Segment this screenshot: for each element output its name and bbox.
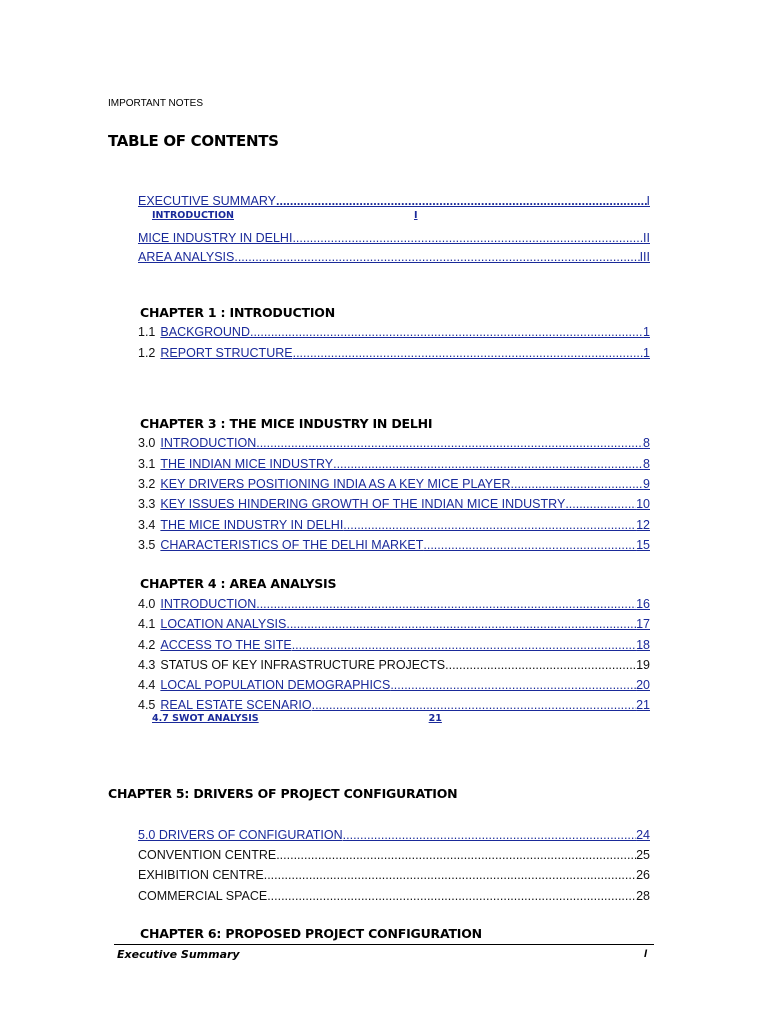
toc-entry-label: CONVENTION CENTRE [138,848,277,862]
toc-entry-commercial-space [138,886,650,904]
toc-entry-page: 24 [636,828,650,842]
toc-entry-page: 17 [636,617,650,631]
toc-entry-label: 5.0 DRIVERS OF CONFIGURATION [138,828,343,842]
chapter-5-heading: CHAPTER 5: DRIVERS OF PROJECT CONFIGURATION [108,786,458,801]
toc-entry-page: 8 [643,436,650,450]
toc-entry-page: 25 [636,848,650,862]
page-title: TABLE OF CONTENTS [108,132,279,150]
toc-entry-number: 4.3 [138,658,156,672]
toc-leader-dots [286,616,636,632]
toc-entry-mice-industry[interactable] [138,228,650,246]
toc-entry-label: BACKGROUND [160,325,250,339]
toc-entry-label: AREA ANALYSIS [138,250,235,264]
toc-leader-dots [256,596,636,612]
chapter-6-heading: CHAPTER 6: PROPOSED PROJECT CONFIGURATION [140,926,482,941]
toc-entry-3-1[interactable] [138,454,650,472]
toc-entry-4-7-swot[interactable] [152,713,442,724]
toc-entry-page: 21 [428,713,442,724]
toc-leader-dots [292,230,643,246]
toc-entry-page: 9 [643,477,650,491]
toc-entry-number: 3.3 [138,497,156,511]
toc-entry-number: 4.0 [138,597,156,611]
chapter-1-heading: CHAPTER 1 : INTRODUCTION [140,305,335,320]
important-notes-label: IMPORTANT NOTES [108,98,204,109]
toc-entry-label: REAL ESTATE SCENARIO [160,698,312,712]
toc-entry-label: INTRODUCTION [152,210,234,221]
toc-leader-dots [423,537,636,553]
footer-rule [114,944,654,945]
toc-entry-page: 16 [636,597,650,611]
toc-entry-label: EXECUTIVE SUMMARY [138,194,276,208]
toc-entry-label: ACCESS TO THE SITE [160,638,292,652]
toc-entry-area-analysis[interactable] [138,247,650,265]
toc-entry-label: KEY ISSUES HINDERING GROWTH OF THE INDIAN MICE INDUSTRY [160,497,566,511]
chapter-4-heading: CHAPTER 4 : AREA ANALYSIS [140,576,337,591]
footer-section-title: Executive Summary [117,948,240,961]
toc-leader-dots [256,435,643,451]
toc-entry-executive-summary[interactable] [138,191,650,209]
toc-entry-number: 1.2 [138,346,156,360]
toc-leader-dots [511,476,644,492]
toc-entry-page: 1 [643,325,650,339]
toc-entry-1-2[interactable] [138,343,650,361]
toc-leader-dots [234,249,639,265]
toc-entry-number: 3.4 [138,518,156,532]
toc-entry-4-5[interactable] [138,695,650,713]
toc-entry-3-4[interactable] [138,515,650,533]
toc-leader-dots [343,827,636,843]
toc-leader-dots [264,867,636,883]
toc-entry-label: STATUS OF KEY INFRASTRUCTURE PROJECTS [160,658,446,672]
toc-leader-dots [333,456,643,472]
toc-entry-number: 3.2 [138,477,156,491]
toc-entry-page: 15 [636,538,650,552]
toc-entry-page: 10 [636,497,650,511]
chapter-3-heading: CHAPTER 3 : THE MICE INDUSTRY IN DELHI [140,416,433,431]
toc-entry-number: 4.4 [138,678,156,692]
toc-entry-page: 26 [636,868,650,882]
toc-entry-label: LOCATION ANALYSIS [160,617,287,631]
toc-entry-page: 19 [636,658,650,672]
toc-entry-3-3[interactable] [138,494,650,512]
toc-entry-number: 3.0 [138,436,156,450]
toc-entry-label: INTRODUCTION [160,436,257,450]
toc-leader-dots [390,677,636,693]
toc-entry-label: THE MICE INDUSTRY IN DELHI [160,518,344,532]
toc-entry-page: I [646,194,650,208]
toc-entry-label: EXHIBITION CENTRE [138,868,264,882]
toc-entry-5-0[interactable] [138,825,650,843]
toc-entry-page: 18 [636,638,650,652]
toc-entry-label: KEY DRIVERS POSITIONING INDIA AS A KEY MICE PLAYER [160,477,511,491]
toc-entry-label: COMMERCIAL SPACE [138,889,268,903]
toc-entry-4-3 [138,655,650,673]
toc-entry-number: 4.1 [138,617,156,631]
toc-entry-page: 20 [636,678,650,692]
toc-entry-label: 4.7 SWOT ANALYSIS [152,713,259,724]
toc-entry-label: INTRODUCTION [160,597,257,611]
toc-entry-4-0[interactable] [138,594,650,612]
toc-entry-3-5[interactable] [138,535,650,553]
toc-entry-4-2[interactable] [138,635,650,653]
toc-entry-number: 3.5 [138,538,156,552]
toc-entry-page: 28 [636,889,650,903]
toc-leader-dots [250,324,643,340]
toc-entry-label: LOCAL POPULATION DEMOGRAPHICS [160,678,391,692]
toc-entry-exhibition-centre [138,865,650,883]
toc-entry-page: 12 [636,518,650,532]
toc-leader-dots [267,888,636,904]
toc-entry-1-1[interactable] [138,322,650,340]
toc-entry-page: I [413,210,418,221]
toc-leader-dots [343,517,636,533]
toc-entry-page: 21 [636,698,650,712]
toc-entry-page: 1 [643,346,650,360]
toc-entry-4-1[interactable] [138,614,650,632]
toc-leader-dots [445,657,636,673]
toc-entry-number: 4.2 [138,638,156,652]
toc-entry-label: THE INDIAN MICE INDUSTRY [160,457,334,471]
toc-entry-3-2[interactable] [138,474,650,492]
toc-entry-page: 8 [643,457,650,471]
toc-entry-number: 3.1 [138,457,156,471]
footer-page-number: I [644,948,648,960]
toc-leader-dots [292,637,636,653]
toc-entry-number: 1.1 [138,325,156,339]
toc-entry-label: MICE INDUSTRY IN DELHI [138,231,293,245]
toc-entry-label: REPORT STRUCTURE [160,346,293,360]
toc-entry-convention-centre [138,845,650,863]
toc-leader-dots [276,193,647,209]
toc-entry-number: 4.5 [138,698,156,712]
toc-entry-label: CHARACTERISTICS OF THE DELHI MARKET [160,538,424,552]
toc-entry-3-0[interactable] [138,433,650,451]
toc-entry-4-4[interactable] [138,675,650,693]
toc-entry-page: II [643,231,650,245]
toc-entry-introduction-front[interactable] [152,210,418,221]
toc-entry-page: III [639,250,650,264]
toc-leader-dots [565,496,636,512]
toc-leader-dots [276,847,636,863]
toc-leader-dots [312,697,637,713]
toc-leader-dots [293,345,643,361]
